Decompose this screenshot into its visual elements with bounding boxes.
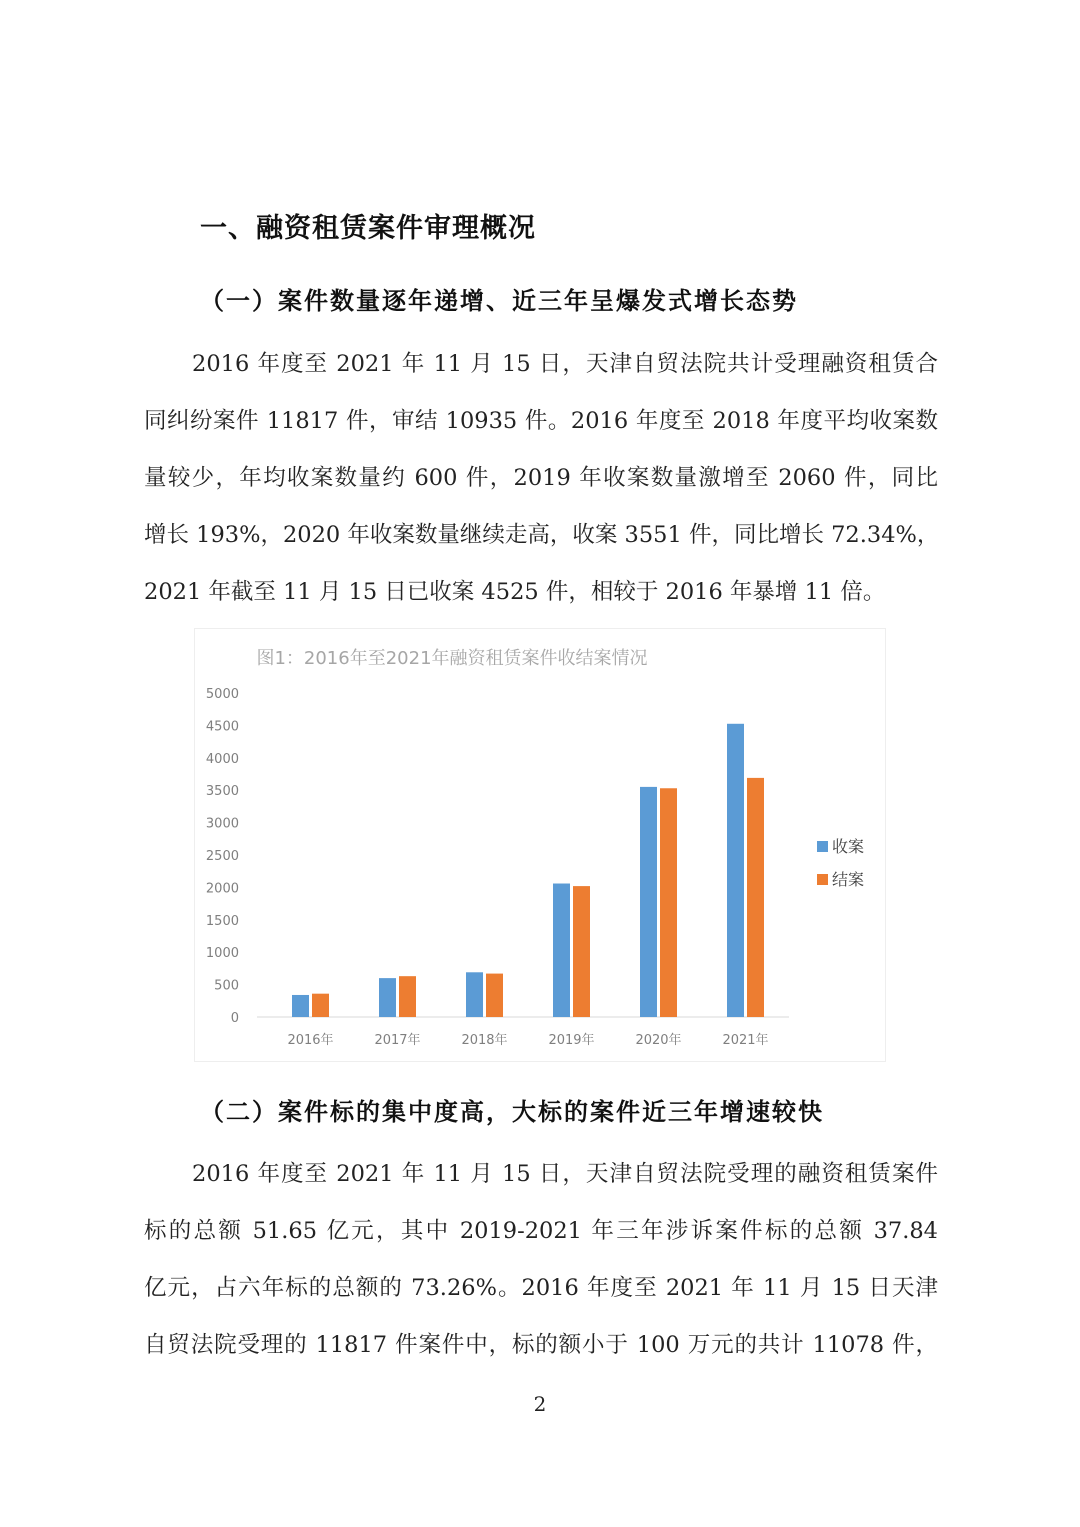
paragraph-line: 增长 193%，2020 年收案数量继续走高，收案 3551 件，同比增长 72.34%， <box>144 522 940 548</box>
bar-closed <box>660 788 677 1017</box>
legend-swatch <box>817 841 828 852</box>
y-tick-label: 3500 <box>205 784 239 800</box>
y-tick-label: 4500 <box>205 719 239 735</box>
bar-closed <box>747 778 764 1017</box>
x-tick-label: 2020年 <box>635 1033 682 1048</box>
x-tick-label: 2016年 <box>287 1033 334 1048</box>
subsection-heading-2: （二）案件标的集中度高，大标的案件近三年增速较快 <box>200 1098 824 1126</box>
y-tick-label: 0 <box>230 1011 239 1026</box>
case-chart <box>194 628 886 1062</box>
bar-closed <box>312 994 329 1017</box>
x-tick-label: 2017年 <box>374 1033 421 1048</box>
bar-closed <box>486 974 503 1017</box>
y-tick-label: 4000 <box>205 751 239 767</box>
subsection-heading-1: （一）案件数量逐年递增、近三年呈爆发式增长态势 <box>200 287 798 315</box>
paragraph-line: 同纠纷案件 11817 件，审结 10935 件。2016 年度至 2018 年度平均收案数 <box>144 408 938 434</box>
paragraph-line: 2016 年度至 2021 年 11 月 15 日，天津自贸法院受理的融资租赁案件 <box>192 1161 938 1187</box>
bar-received <box>727 724 744 1017</box>
page-number: 2 <box>533 1392 547 1416</box>
section-heading: 一、融资租赁案件审理概况 <box>200 213 536 244</box>
y-tick-label: 2500 <box>205 849 239 864</box>
bar-chart <box>195 629 885 1061</box>
paragraph-line: 2016 年度至 2021 年 11 月 15 日，天津自贸法院共计受理融资租赁合 <box>192 351 938 377</box>
x-tick-label: 2018年 <box>461 1033 508 1048</box>
y-tick-label: 1000 <box>205 946 239 962</box>
chart-title: 图1：2016年至2021年融资租赁案件收结案情况 <box>256 648 648 669</box>
legend-swatch <box>817 874 828 885</box>
legend-label: 结案 <box>832 870 865 889</box>
x-tick-label: 2019年 <box>548 1033 595 1048</box>
bar-closed <box>399 976 416 1017</box>
y-tick-label: 2000 <box>205 881 239 897</box>
paragraph-2 <box>144 1146 938 1374</box>
bar-received <box>553 884 570 1017</box>
legend-label: 收案 <box>832 837 865 856</box>
paragraph-1 <box>144 336 938 621</box>
y-tick-label: 1500 <box>205 913 239 929</box>
bar-received <box>379 978 396 1017</box>
y-tick-label: 5000 <box>205 687 239 702</box>
y-tick-label: 500 <box>214 978 239 994</box>
bar-received <box>640 787 657 1017</box>
x-tick-label: 2021年 <box>722 1033 769 1048</box>
paragraph-line: 2021 年截至 11 月 15 日已收案 4525 件，相较于 2016 年暴增 11 倍。 <box>144 579 886 605</box>
paragraph-line: 亿元，占六年标的总额的 73.26%。2016 年度至 2021 年 11 月 15 日天津 <box>144 1275 938 1301</box>
y-tick-label: 3000 <box>205 816 239 832</box>
bar-closed <box>573 886 590 1017</box>
paragraph-line: 自贸法院受理的 11817 件案件中，标的额小于 100 万元的共计 11078 件， <box>144 1332 938 1358</box>
paragraph-line: 标的总额 51.65 亿元，其中 2019-2021 年三年涉诉案件标的总额 37.84 <box>144 1218 938 1244</box>
bar-received <box>292 995 309 1017</box>
paragraph-line: 量较少，年均收案数量约 600 件，2019 年收案数量激增至 2060 件，同比 <box>144 465 938 491</box>
bar-received <box>466 972 483 1017</box>
